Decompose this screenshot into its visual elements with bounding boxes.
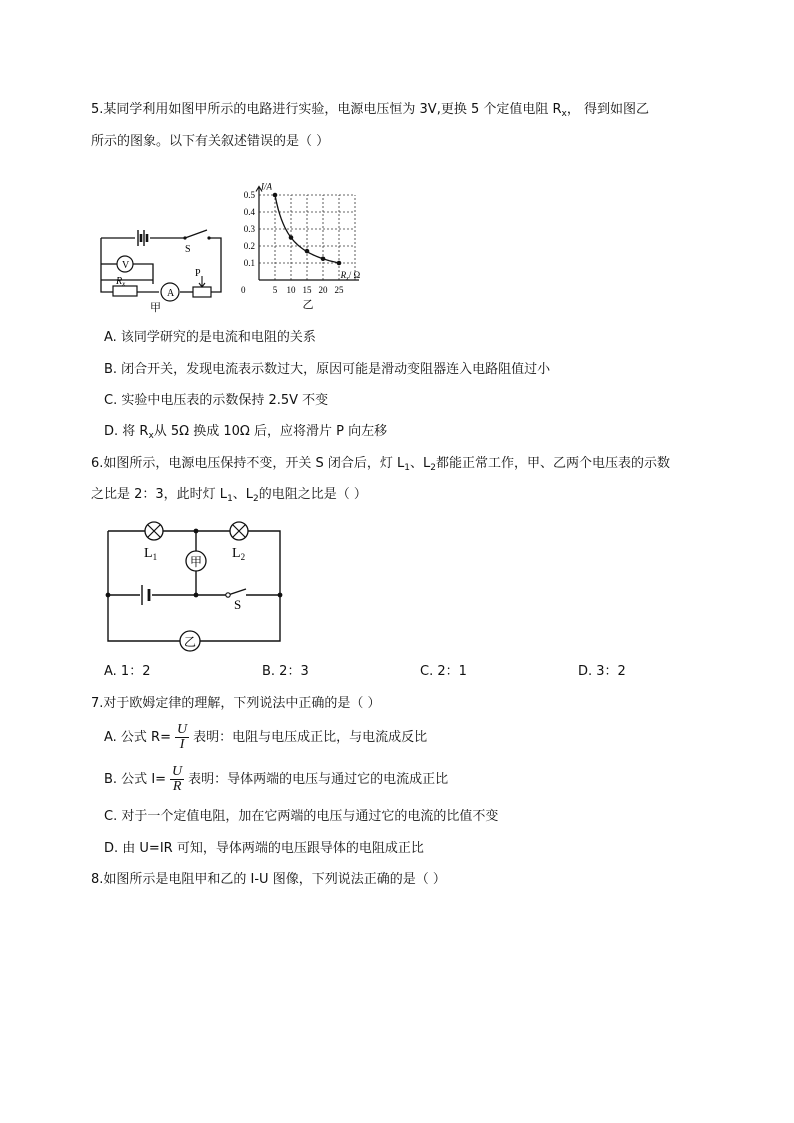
- q7-option-a: A. 公式 R= $\frac{U}{I}$ 表明：电阻与电压成正比，与电流成反比: [104, 722, 428, 752]
- lamp-l1-label: $L_1$: [144, 546, 158, 562]
- y-tick-label: 0.1: [243, 258, 255, 268]
- voltmeter-yi-label: 乙: [184, 635, 197, 649]
- rheostat: [193, 287, 211, 297]
- q5-stem-line1: 5.某同学利用如图甲所示的电路进行实验，电源电压恒为 3V,更换 5 个定值电阻 $R_x$， 得到如图乙: [91, 102, 650, 119]
- x-axis-label: $R_x/$ Ω: [340, 270, 361, 282]
- data-point: [305, 249, 310, 254]
- q6-stem-line1: 6.如图所示，电源电压保持不变，开关 S 闭合后，灯 $L_1$、$L_2$都能正常工作，甲、乙两个电压表的示数: [91, 456, 671, 473]
- data-point: [337, 261, 342, 266]
- q5-option-a: A. 该同学研究的是电流和电阻的关系: [104, 330, 316, 345]
- diagram-caption-jia: 甲: [150, 302, 161, 314]
- q7-stem: 7.对于欧姆定律的理解，下列说法中正确的是（ ）: [91, 696, 381, 711]
- x-tick-label: 15: [302, 285, 312, 295]
- q5-option-d: D. 将 $R_x$从 5Ω 换成 10Ω 后，应将滑片 P 向左移: [104, 424, 388, 441]
- q5-option-b: B. 闭合开关，发现电流表示数过大，原因可能是滑动变阻器连入电路阻值过小: [104, 362, 551, 377]
- q6-option-d: D. 3：2: [578, 664, 626, 679]
- q5-option-c: C. 实验中电压表的示数保持 2.5V 不变: [104, 393, 329, 408]
- q5-switch-label: S: [185, 244, 191, 255]
- q6-option-b: B. 2：3: [262, 664, 309, 679]
- x-tick-label: 5: [272, 285, 278, 295]
- y-tick-label: 0.5: [243, 190, 255, 200]
- y-tick-label: 0.4: [243, 207, 255, 217]
- switch-s-label: S: [234, 597, 242, 612]
- q6-circuit-diagram: [100, 515, 290, 655]
- q5-stem-line2: 所示的图象。以下有关叙述错误的是（ ）: [91, 134, 330, 149]
- y-tick-label: 0.3: [243, 224, 255, 234]
- data-point: [289, 235, 294, 240]
- q6-option-a: A. 1：2: [104, 664, 151, 679]
- ammeter-label: A: [167, 288, 175, 299]
- voltmeter-label: V: [122, 260, 130, 271]
- y-tick-label: 0.2: [243, 241, 255, 251]
- data-point: [321, 256, 326, 261]
- q8-stem: 8.如图所示是电阻甲和乙的 I-U 图像，下列说法正确的是（ ）: [91, 872, 446, 887]
- origin-label: 0: [241, 285, 246, 295]
- q5-circuit-diagram: [97, 224, 227, 314]
- voltmeter-jia-label: 甲: [190, 555, 203, 569]
- x-tick-label: 25: [334, 285, 344, 295]
- q7-option-c: C. 对于一个定值电阻，加在它两端的电压与通过它的电流的比值不变: [104, 809, 499, 824]
- q5-i-r-chart: [225, 165, 361, 315]
- q7-option-d: D. 由 U=IR 可知，导体两端的电压跟导体的电阻成正比: [104, 841, 424, 856]
- q6-stem-line2: 之比是 2：3，此时灯 $L_1$、$L_2$的电阻之比是（ ）: [91, 487, 367, 504]
- rx-label: $R_x$: [116, 276, 126, 288]
- fraction-u-over-i: $\frac{U}{I}$: [177, 722, 188, 752]
- fraction-u-over-r: $\frac{U}{R}$: [172, 764, 183, 794]
- slider-p-label: P: [195, 268, 201, 279]
- q7-option-b: B. 公式 I= $\frac{U}{R}$ 表明：导体两端的电压与通过它的电流成正比: [104, 764, 449, 794]
- q6-option-c: C. 2：1: [420, 664, 467, 679]
- x-tick-label: 10: [286, 285, 296, 295]
- data-point: [273, 193, 278, 198]
- chart-caption-yi: 乙: [302, 299, 314, 311]
- lamp-l2-label: $L_2$: [232, 546, 246, 562]
- x-tick-label: 20: [318, 285, 328, 295]
- y-axis-label: I/A: [261, 181, 272, 192]
